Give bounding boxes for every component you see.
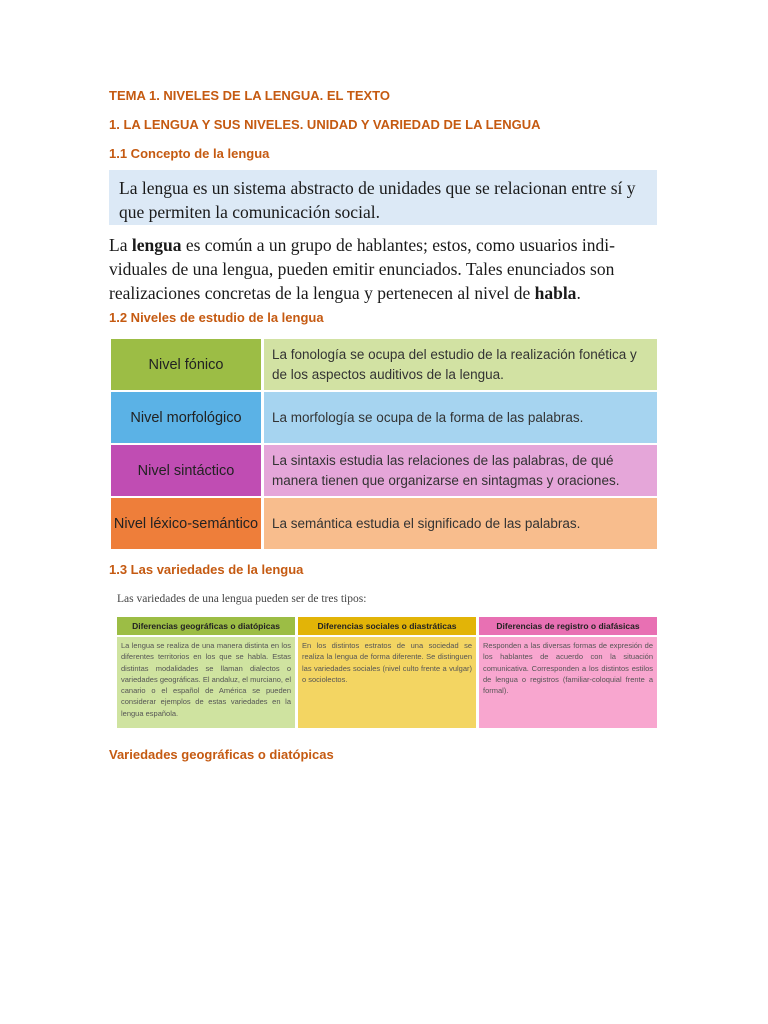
level-name: Nivel sintáctico	[111, 445, 261, 496]
level-name: Nivel fónico	[111, 339, 261, 390]
varieties-table	[117, 617, 657, 728]
level-name: Nivel léxico-semántico	[111, 498, 261, 549]
subsection-heading-geographic: Variedades geográficas o diatópicas	[109, 747, 334, 762]
level-description: La fonología se ocupa del estudio de la realización fonética y de los aspectos auditivos de la lengua.	[264, 339, 657, 390]
level-row-fonico	[111, 339, 657, 390]
level-description: La sintaxis estudia las relaciones de las palabras, de qué manera tienen que organizarse en sintagmas y oraciones.	[264, 445, 657, 496]
variety-column-registro	[479, 617, 657, 728]
variety-body: La lengua se realiza de una manera distinta en los diferentes territorios en los que se habla. Estas distintas modalidades se llaman dialectos o variedades geográficas. El andaluz, el murciano, el canario o el español de América se pueden considerar ejemplos de estas variedades en la lengua española.	[117, 637, 295, 728]
paragraph-text: .	[576, 283, 581, 303]
variety-body: Responden a las diversas formas de expresión de los hablantes de acuerdo con la situación comunicativa. Corresponden a los distintos estilos de lengua o registros (familiar-coloquial frente a formal).	[479, 637, 657, 728]
variety-header: Diferencias geográficas o diatópicas	[117, 617, 295, 635]
lengua-paragraph	[109, 233, 659, 305]
variety-column-geograficas	[117, 617, 295, 728]
variety-header: Diferencias de registro o diafásicas	[479, 617, 657, 635]
subsection-heading-levels: 1.2 Niveles de estudio de la lengua	[109, 310, 324, 325]
level-row-morfologico	[111, 392, 657, 443]
level-row-lexico-semantico	[111, 498, 657, 549]
levels-table	[111, 339, 657, 551]
variety-body: En los distintos estratos de una sociedad se realiza la lengua de forma diferente. Se distinguen las variedades sociales (nivel culto frente a vulgar) o sociolectos.	[298, 637, 476, 728]
bold-term-habla: habla	[534, 283, 577, 303]
bold-term-lengua: lengua	[131, 235, 182, 255]
variety-header: Diferencias sociales o diastráticas	[298, 617, 476, 635]
varieties-intro: Las variedades de una lengua pueden ser de tres tipos:	[117, 593, 367, 605]
variety-column-sociales	[298, 617, 476, 728]
level-name: Nivel morfológico	[111, 392, 261, 443]
level-row-sintactico	[111, 445, 657, 496]
level-description: La semántica estudia el significado de las palabras.	[264, 498, 657, 549]
subsection-heading-varieties: 1.3 Las variedades de la lengua	[109, 562, 304, 577]
paragraph-text: es común a un grupo de hablantes; estos, como usuarios individuales de una lengua, pueden emitir enunciados. Tales enunciados son realizaciones concretas de la lengua y pertenecen al nivel de	[109, 235, 615, 303]
section-heading: 1. LA LENGUA Y SUS NIVELES. UNIDAD Y VARIEDAD DE LA LENGUA	[109, 117, 541, 132]
paragraph-text: La	[109, 235, 132, 255]
level-description: La morfología se ocupa de la forma de las palabras.	[264, 392, 657, 443]
subsection-heading-concept: 1.1 Concepto de la lengua	[109, 146, 270, 161]
document-title: TEMA 1. NIVELES DE LA LENGUA. EL TEXTO	[109, 88, 390, 103]
definition-box: La lengua es un sistema abstracto de unidades que se relacionan entre sí y que permiten la comunicación social.	[109, 170, 657, 225]
